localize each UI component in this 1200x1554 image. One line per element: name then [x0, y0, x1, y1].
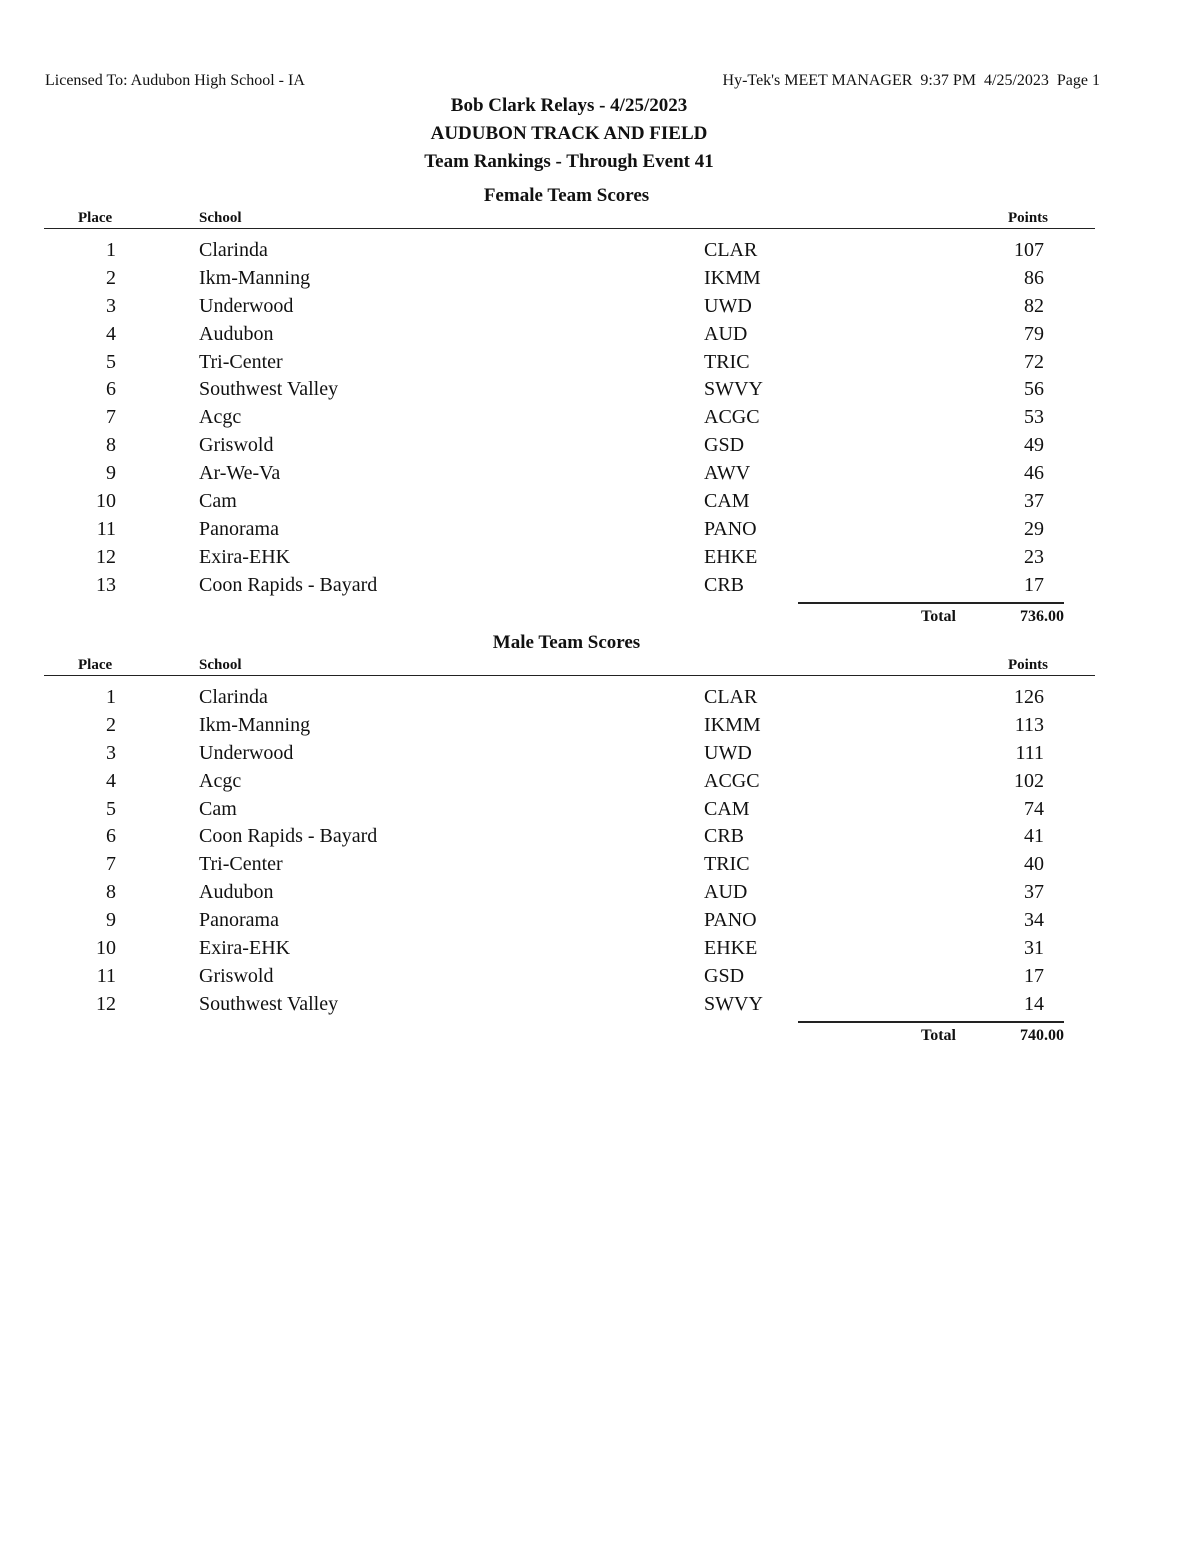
table-row	[44, 544, 1095, 572]
female-table-body	[44, 229, 1095, 600]
abbr-cell: PANO	[704, 909, 757, 932]
meet-title: Bob Clark Relays - 4/25/2023	[450, 95, 688, 116]
license-text: Licensed To: Audubon High School - IA	[45, 72, 305, 89]
school-cell: Griswold	[199, 964, 274, 987]
school-cell: Tri-Center	[199, 853, 283, 876]
abbr-cell: CLAR	[704, 239, 758, 261]
school-cell: Ikm-Manning	[199, 266, 311, 289]
place-cell: 11	[96, 964, 116, 987]
abbr-cell: PANO	[704, 517, 757, 540]
place-cell: 1	[106, 239, 116, 261]
table-row	[44, 488, 1095, 516]
points-cell: 111	[1015, 741, 1044, 764]
report-title: Team Rankings - Through Event 41	[424, 151, 714, 172]
place-cell: 3	[106, 294, 116, 317]
place-cell: 7	[106, 406, 116, 429]
school-cell: Exira-EHK	[199, 545, 291, 568]
points-cell: 126	[1014, 686, 1044, 708]
school-cell: Exira-EHK	[199, 937, 291, 960]
points-cell: 102	[1014, 769, 1044, 792]
table-row	[44, 572, 1095, 600]
organization-title: AUDUBON TRACK AND FIELD	[430, 123, 708, 144]
male-total-value: 740.00	[1020, 1027, 1064, 1044]
place-column-header: Place	[78, 657, 113, 673]
place-cell: 4	[106, 322, 116, 345]
abbr-cell: IKMM	[704, 713, 761, 736]
abbr-cell: AWV	[704, 462, 751, 485]
school-cell: Audubon	[199, 881, 274, 904]
table-row	[44, 823, 1095, 851]
abbr-cell: EHKE	[704, 545, 758, 568]
school-column-header: School	[199, 657, 242, 673]
place-cell: 6	[106, 825, 116, 848]
abbr-cell: UWD	[704, 294, 752, 317]
abbr-cell: CRB	[704, 825, 745, 848]
female-section-title-text: Female Team Scores	[483, 185, 650, 206]
place-cell: 5	[106, 350, 116, 373]
table-row	[44, 712, 1095, 740]
points-cell: 49	[1024, 434, 1044, 457]
school-cell: Clarinda	[199, 686, 268, 708]
school-cell: Southwest Valley	[199, 992, 339, 1015]
points-column-header: Points	[1007, 657, 1048, 673]
place-cell: 7	[106, 853, 116, 876]
points-cell: 113	[1014, 713, 1044, 736]
abbr-cell: TRIC	[704, 853, 750, 876]
place-cell: 5	[106, 797, 116, 820]
female-total-label: Total	[921, 608, 956, 625]
table-row	[44, 768, 1095, 796]
points-cell: 74	[1024, 797, 1044, 820]
table-row	[44, 684, 1095, 712]
table-row	[44, 516, 1095, 544]
school-cell: Underwood	[199, 741, 294, 764]
table-row	[44, 740, 1095, 768]
table-row	[44, 376, 1095, 404]
table-row	[44, 237, 1095, 265]
abbr-cell: EHKE	[704, 937, 758, 960]
points-cell: 17	[1024, 573, 1044, 596]
points-cell: 72	[1024, 350, 1044, 373]
table-row	[44, 796, 1095, 824]
male-total-rule	[798, 1021, 1064, 1023]
male-table-body	[44, 676, 1095, 1019]
points-cell: 29	[1024, 517, 1044, 540]
abbr-cell: ACGC	[704, 406, 760, 429]
points-cell: 107	[1014, 239, 1044, 261]
female-column-header	[44, 208, 1095, 229]
abbr-cell: CRB	[704, 573, 745, 596]
male-section-title-text: Male Team Scores	[492, 632, 641, 653]
place-cell: 8	[106, 434, 116, 457]
place-cell: 8	[106, 881, 116, 904]
table-row	[44, 879, 1095, 907]
table-row	[44, 321, 1095, 349]
abbr-cell: GSD	[704, 434, 745, 457]
table-row	[44, 460, 1095, 488]
abbr-cell: IKMM	[704, 266, 761, 289]
abbr-cell: ACGC	[704, 769, 760, 792]
school-cell: Acgc	[199, 406, 242, 429]
table-row	[44, 432, 1095, 460]
place-column-header: Place	[78, 210, 113, 226]
place-cell: 9	[106, 462, 116, 485]
place-cell: 1	[106, 686, 116, 708]
female-section	[44, 184, 1095, 625]
place-cell: 13	[96, 573, 116, 596]
software-info: Hy-Tek's MEET MANAGER 9:37 PM 4/25/2023 Page 1	[722, 72, 1100, 89]
abbr-cell: TRIC	[704, 350, 750, 373]
abbr-cell: UWD	[704, 741, 752, 764]
table-row	[44, 265, 1095, 293]
place-cell: 9	[106, 909, 116, 932]
place-cell: 10	[96, 490, 116, 513]
points-cell: 23	[1024, 545, 1044, 568]
table-row	[44, 293, 1095, 321]
male-section	[44, 631, 1095, 1044]
place-cell: 11	[96, 517, 116, 540]
table-row	[44, 963, 1095, 991]
table-row	[44, 935, 1095, 963]
school-cell: Coon Rapids - Bayard	[199, 573, 378, 596]
place-cell: 10	[96, 937, 116, 960]
points-cell: 41	[1024, 825, 1044, 848]
points-cell: 46	[1024, 462, 1044, 485]
school-cell: Coon Rapids - Bayard	[199, 825, 378, 848]
school-cell: Clarinda	[199, 239, 268, 261]
place-cell: 12	[96, 992, 116, 1015]
abbr-cell: CAM	[704, 797, 750, 820]
points-cell: 37	[1024, 881, 1044, 904]
school-cell: Ikm-Manning	[199, 713, 311, 736]
place-cell: 12	[96, 545, 116, 568]
table-row	[44, 349, 1095, 377]
school-cell: Griswold	[199, 434, 274, 457]
points-cell: 86	[1024, 266, 1044, 289]
school-cell: Southwest Valley	[199, 378, 339, 401]
points-cell: 40	[1024, 853, 1044, 876]
table-row	[44, 851, 1095, 879]
points-cell: 17	[1024, 964, 1044, 987]
school-cell: Panorama	[199, 909, 279, 932]
table-row	[44, 907, 1095, 935]
abbr-cell: CLAR	[704, 686, 758, 708]
male-column-header	[44, 655, 1095, 676]
abbr-cell: SWVY	[704, 378, 763, 401]
place-cell: 4	[106, 769, 116, 792]
place-cell: 3	[106, 741, 116, 764]
points-cell: 53	[1024, 406, 1044, 429]
place-cell: 6	[106, 378, 116, 401]
abbr-cell: SWVY	[704, 992, 763, 1015]
school-cell: Acgc	[199, 769, 242, 792]
abbr-cell: AUD	[704, 322, 748, 345]
points-cell: 79	[1024, 322, 1044, 345]
female-total-value: 736.00	[1020, 608, 1064, 625]
school-cell: Ar-We-Va	[199, 462, 281, 485]
male-section-title	[44, 631, 1095, 655]
points-cell: 82	[1024, 294, 1044, 317]
points-cell: 34	[1024, 909, 1044, 932]
abbr-cell: AUD	[704, 881, 748, 904]
school-cell: Cam	[199, 797, 237, 820]
male-total-label: Total	[921, 1027, 956, 1044]
table-row	[44, 991, 1095, 1019]
school-cell: Audubon	[199, 322, 274, 345]
points-cell: 14	[1024, 992, 1044, 1015]
points-cell: 37	[1024, 490, 1044, 513]
table-row	[44, 404, 1095, 432]
school-column-header: School	[199, 210, 242, 226]
points-cell: 31	[1024, 937, 1044, 960]
school-cell: Tri-Center	[199, 350, 283, 373]
points-cell: 56	[1024, 378, 1044, 401]
points-column-header: Points	[1007, 210, 1048, 226]
abbr-cell: GSD	[704, 964, 745, 987]
female-section-title	[44, 184, 1095, 208]
school-cell: Panorama	[199, 517, 279, 540]
place-cell: 2	[106, 713, 116, 736]
place-cell: 2	[106, 266, 116, 289]
abbr-cell: CAM	[704, 490, 750, 513]
school-cell: Cam	[199, 490, 237, 513]
school-cell: Underwood	[199, 294, 294, 317]
female-total-rule	[798, 602, 1064, 604]
